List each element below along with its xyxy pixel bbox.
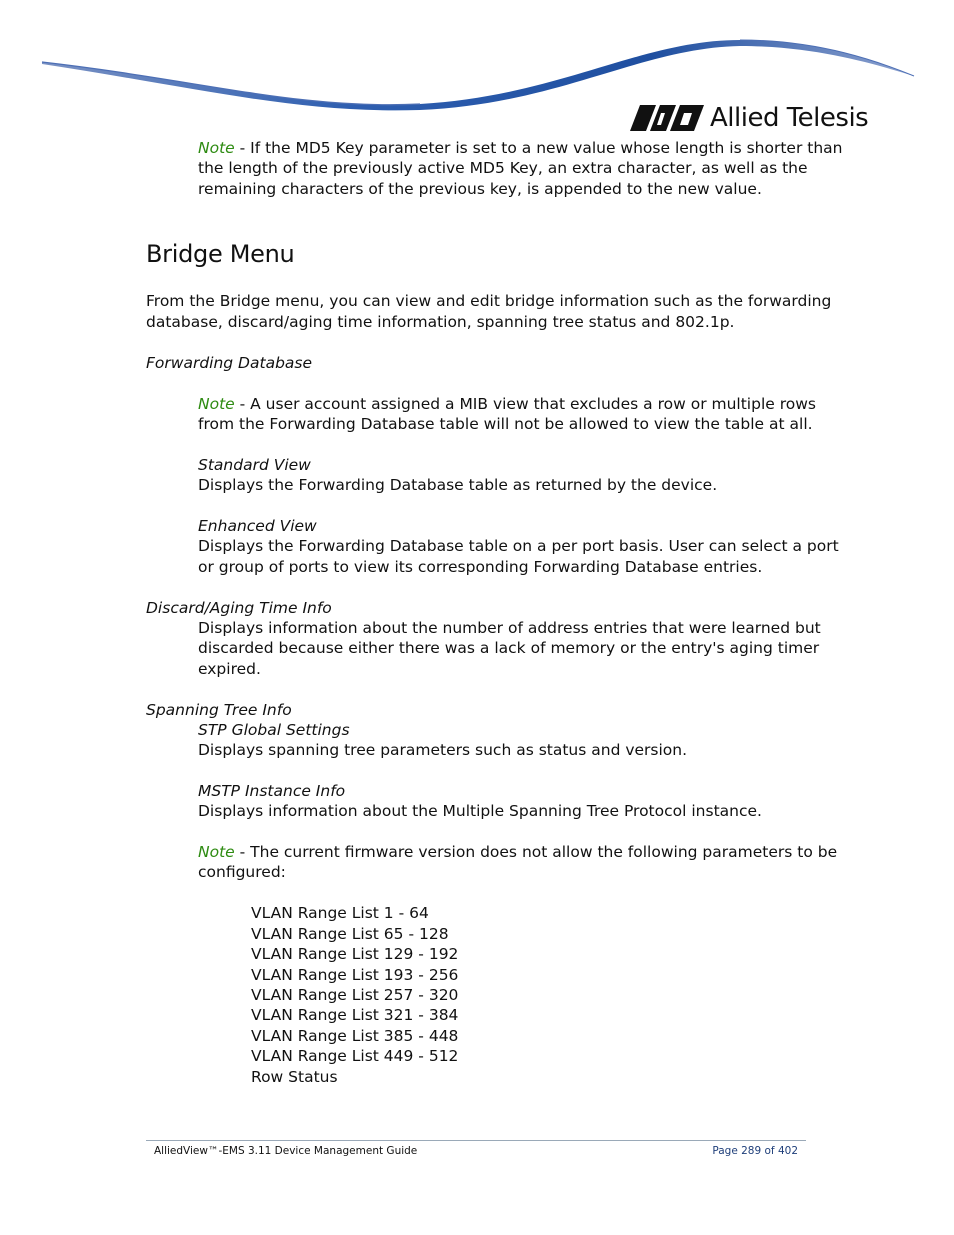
md5-note-line-2: the length of the previously active MD5 Key, an extra character, as well as the	[198, 159, 808, 177]
parameter-item: VLAN Range List 65 - 128	[251, 925, 449, 943]
parameter-item: VLAN Range List 1 - 64	[251, 904, 429, 922]
section-title: Bridge Menu	[146, 240, 295, 268]
note-label: Note	[198, 843, 235, 861]
stp-note-line-1: Note - The current firmware version does not allow the following parameters to be	[198, 843, 838, 861]
stp-global-heading: STP Global Settings	[198, 721, 350, 739]
enhanced-view-line-1: Displays the Forwarding Database table on a per port basis. User can select a port	[198, 537, 839, 555]
discard-aging-line-2: discarded because either there was a lack of memory or the entry's aging timer	[198, 639, 820, 657]
note-label: Note	[198, 139, 235, 157]
md5-note-line-3: remaining characters of the previous key, is appended to the new value.	[198, 180, 762, 198]
parameter-item: VLAN Range List 321 - 384	[251, 1006, 459, 1024]
fdb-note-line-2: from the Forwarding Database table will not be allowed to view the table at all.	[198, 415, 813, 433]
discard-aging-line-1: Displays information about the number of address entries that were learned but	[198, 619, 821, 637]
enhanced-view-heading: Enhanced View	[198, 517, 317, 535]
footer-guide-title: AlliedView™-EMS 3.11 Device Management Guide	[154, 1145, 418, 1157]
discard-aging-heading: Discard/Aging Time Info	[146, 599, 332, 617]
intro-line-1: From the Bridge menu, you can view and edit bridge information such as the forwarding	[146, 292, 832, 310]
footer-divider	[146, 1140, 806, 1141]
fdb-note-line-1: Note - A user account assigned a MIB view that excludes a row or multiple rows	[198, 395, 816, 413]
parameter-item: Row Status	[251, 1068, 338, 1086]
parameter-item: VLAN Range List 385 - 448	[251, 1027, 459, 1045]
enhanced-view-line-2: or group of ports to view its corresponding Forwarding Database entries.	[198, 558, 763, 576]
stp-global-text: Displays spanning tree parameters such as status and version.	[198, 741, 688, 759]
standard-view-text: Displays the Forwarding Database table as returned by the device.	[198, 476, 718, 494]
allied-telesis-logo	[630, 100, 868, 136]
standard-view-heading: Standard View	[198, 456, 311, 474]
spanning-tree-heading: Spanning Tree Info	[146, 701, 292, 719]
footer-page-number: Page 289 of 402	[712, 1145, 798, 1157]
mstp-instance-heading: MSTP Instance Info	[198, 782, 346, 800]
parameter-item: VLAN Range List 129 - 192	[251, 945, 459, 963]
mstp-instance-text: Displays information about the Multiple Spanning Tree Protocol instance.	[198, 802, 762, 820]
discard-aging-line-3: expired.	[198, 660, 261, 678]
forwarding-database-heading: Forwarding Database	[146, 354, 313, 372]
md5-note-line-1: Note - If the MD5 Key parameter is set to a new value whose length is shorter than	[198, 139, 843, 157]
allied-telesis-logo-icon	[630, 105, 704, 131]
logo-text: Allied Telesis	[710, 103, 869, 133]
parameter-item: VLAN Range List 257 - 320	[251, 986, 459, 1004]
parameter-item: VLAN Range List 193 - 256	[251, 966, 459, 984]
note-label: Note	[198, 395, 235, 413]
intro-line-2: database, discard/aging time information, spanning tree status and 802.1p.	[146, 313, 735, 331]
parameter-item: VLAN Range List 449 - 512	[251, 1047, 459, 1065]
stp-note-line-2: configured:	[198, 863, 286, 881]
